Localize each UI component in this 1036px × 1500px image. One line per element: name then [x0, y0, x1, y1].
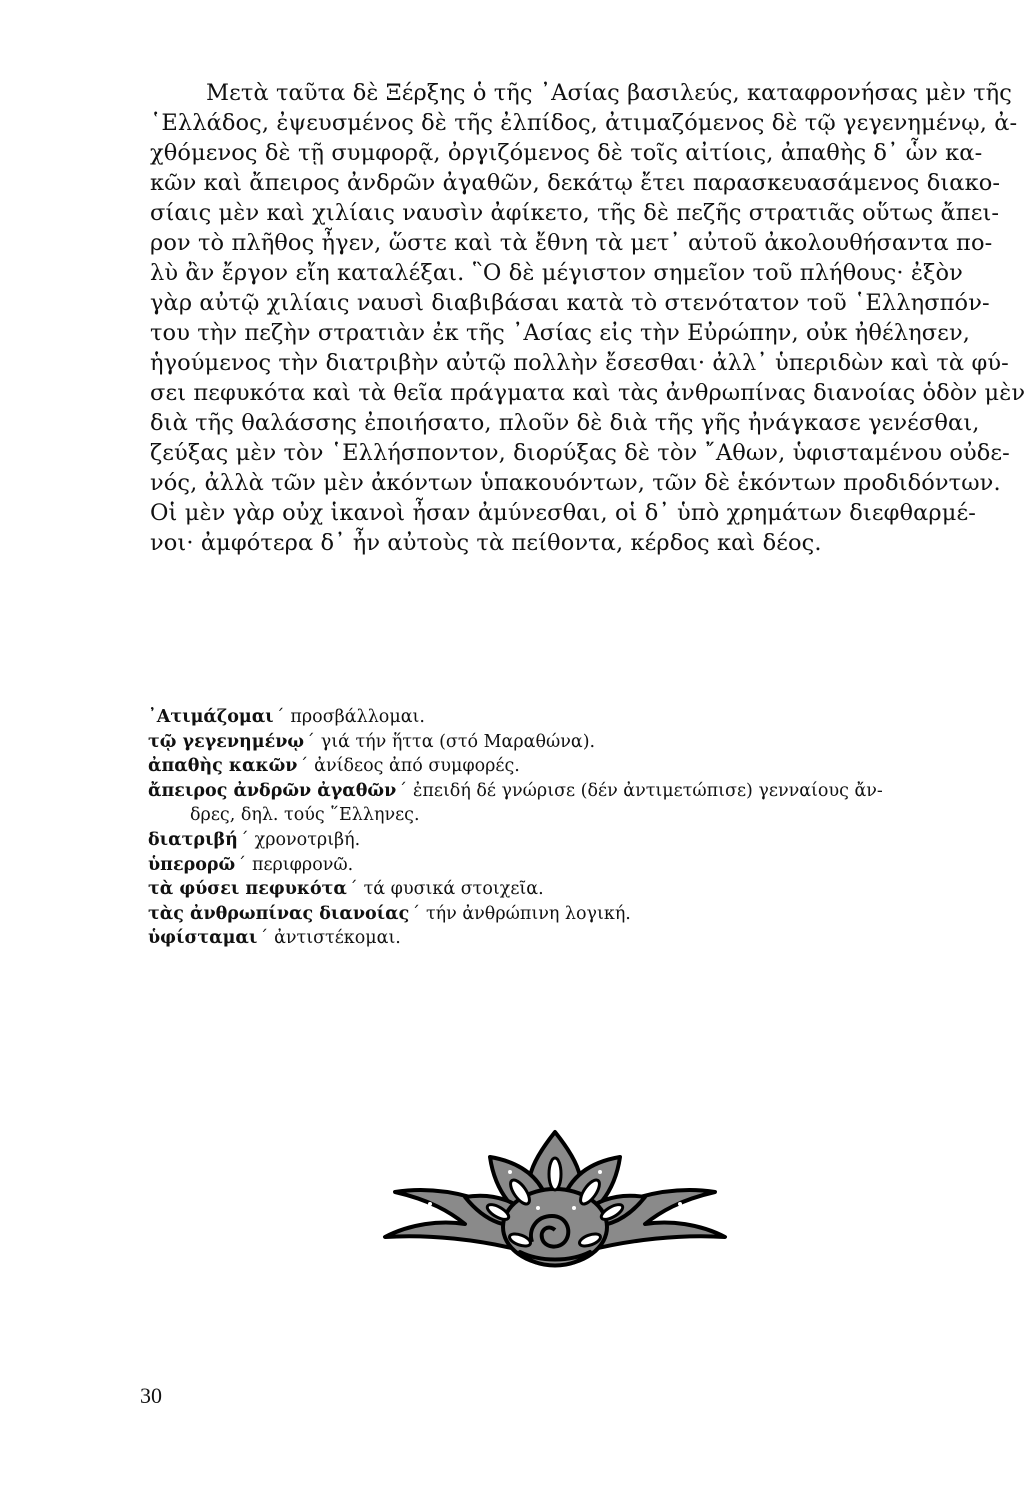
- text-line: νός, ἀλλὰ τῶν μὲν ἀκόντων ὑπακουόντων, τῶν δὲ ἑκόντων προδιδόντων.: [150, 470, 1001, 496]
- text-line: ῾Ελλάδος, ἐψευσμένος δὲ τῆς ἐλπίδος, ἀτιμαζόμενος δὲ τῷ γεγενημένῳ, ἀ-: [150, 110, 1018, 136]
- text-line: ἡγούμενος τὴν διατριβὴν αὐτῷ πολλὴν ἔσεσθαι· ἀλλ᾿ ὑπεριδὼν καὶ τὰ φύ-: [150, 350, 1009, 376]
- glossary: [148, 705, 988, 951]
- text-line: Μετὰ ταῦτα δὲ Ξέρξης ὁ τῆς ᾿Ασίας βασιλεύς, καταφρονήσας μὲν τῆς: [206, 80, 1012, 106]
- text-line: νοι· ἀμφότερα δ᾿ ἦν αὐτοὺς τὰ πείθοντα, κέρδος καὶ δέος.: [150, 530, 822, 556]
- glossary-entry: [148, 828, 988, 853]
- glossary-definition: γιά τήν ἥττα (στό Μαραθώνα).: [320, 731, 596, 752]
- glossary-term: ὑφίσταμαι: [148, 928, 258, 949]
- glossary-definition: προσβάλλομαι.: [290, 707, 425, 727]
- glossary-separator: ΄: [275, 707, 285, 727]
- glossary-separator: ΄: [259, 928, 269, 949]
- text-line: χθόμενος δὲ τῇ συμφορᾷ, ὀργιζόμενος δὲ τοῖς αἰτίοις, ἀπαθὴς δ᾿ ὧν κα-: [150, 140, 983, 166]
- glossary-separator: ΄: [299, 756, 309, 777]
- glossary-definition: χρονοτριβή.: [254, 829, 361, 850]
- glossary-term: τὰς ἀνθρωπίνας διανοίας: [148, 903, 410, 924]
- text-line: του τὴν πεζὴν στρατιὰν ἐκ τῆς ᾿Ασίας εἰς τὴν Εὐρώπην, οὐκ ἠθέλησεν,: [150, 320, 970, 346]
- glossary-separator: ΄: [348, 879, 358, 900]
- glossary-definition: ἀνίδεος ἀπό συμφορές.: [314, 756, 520, 777]
- glossary-definition: περιφρονῶ.: [251, 854, 354, 875]
- page-number: 30: [140, 1383, 162, 1408]
- glossary-definition: ἀντιστέκομαι.: [274, 928, 401, 949]
- glossary-term: ὑπερορῶ: [148, 854, 236, 875]
- glossary-term: ἀπαθὴς κακῶν: [148, 756, 298, 777]
- text-line: Οἱ μὲν γὰρ οὐχ ἱκανοὶ ἦσαν ἀμύνεσθαι, οἱ δ᾿ ὑπὸ χρημάτων διεφθαρμέ-: [150, 500, 976, 526]
- text-line: σίαις μὲν καὶ χιλίαις ναυσὶν ἀφίκετο, τῆς δὲ πεζῆς στρατιᾶς οὕτως ἄπει-: [150, 200, 1000, 226]
- glossary-term: διατριβή: [148, 829, 238, 850]
- glossary-separator: ΄: [237, 854, 246, 875]
- glossary-entry: [148, 730, 988, 755]
- glossary-separator: ΄: [239, 829, 249, 850]
- glossary-entry: [148, 705, 988, 730]
- glossary-term: τῷ γεγενημένῳ: [148, 731, 305, 752]
- glossary-term: ἄπειρος ἀνδρῶν ἀγαθῶν: [148, 780, 397, 801]
- main-text-passage: [150, 78, 1026, 558]
- glossary-definition: τά φυσικά στοιχεῖα.: [363, 879, 544, 900]
- glossary-entry: [148, 779, 988, 828]
- text-line: λὺ ἂν ἔργον εἴη καταλέξαι. ῝Ο δὲ μέγιστον σημεῖον τοῦ πλήθους· ἐξὸν: [150, 260, 963, 286]
- glossary-entry: [148, 877, 988, 902]
- text-line: ζεύξας μὲν τὸν ῾Ελλήσποντον, διορύξας δὲ τὸν ῎Αθων, ὑφισταμένου οὐδε-: [150, 440, 1010, 466]
- text-line: σει πεφυκότα καὶ τὰ θεῖα πράγματα καὶ τὰς ἀνθρωπίνας διανοίας ὁδὸν μὲν: [150, 380, 1026, 406]
- glossary-entry: [148, 902, 988, 927]
- glossary-separator: ΄: [411, 903, 420, 924]
- text-line: κῶν καὶ ἄπειρος ἀνδρῶν ἀγαθῶν, δεκάτῳ ἔτει παρασκευασάμενος διακο-: [150, 170, 1001, 196]
- glossary-separator: ΄: [398, 780, 407, 801]
- glossary-term: τὰ φύσει πεφυκότα: [148, 879, 347, 900]
- glossary-separator: ΄: [306, 731, 315, 752]
- text-line: γὰρ αὐτῷ χιλίαις ναυσὶ διαβιβάσαι κατὰ τὸ στενότατον τοῦ ῾Ελλησπόν-: [150, 290, 990, 316]
- glossary-entry: [148, 754, 988, 779]
- glossary-definition: τήν ἀνθρώπινη λογική.: [425, 903, 631, 924]
- glossary-definition-continuation: δρες, δηλ. τούς ῞Ελληνες.: [190, 805, 420, 826]
- floral-ornament-icon: [370, 1112, 740, 1272]
- text-line: διὰ τῆς θαλάσσης ἐποιήσατο, πλοῦν δὲ διὰ τῆς γῆς ἠνάγκασε γενέσθαι,: [150, 410, 980, 436]
- glossary-definition: ἐπειδή δέ γνώρισε (δέν ἀντιμετώπισε) γενναίους ἄν-: [412, 780, 883, 801]
- glossary-term: ᾿Ατιμάζομαι: [148, 707, 274, 727]
- glossary-entry: [148, 926, 988, 951]
- text-line: ρον τὸ πλῆθος ἦγεν, ὥστε καὶ τὰ ἔθνη τὰ μετ᾿ αὐτοῦ ἀκολουθήσαντα πο-: [150, 230, 993, 256]
- glossary-entry: [148, 853, 988, 878]
